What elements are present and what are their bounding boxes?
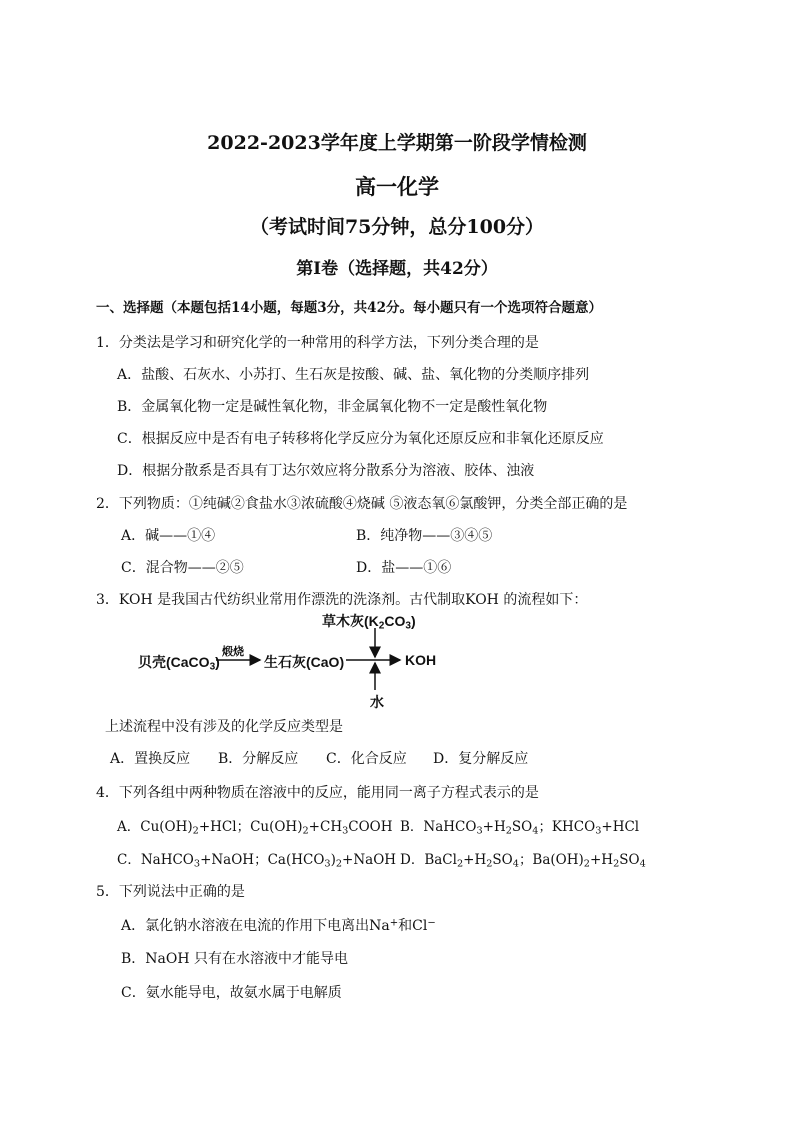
flow-lime-label: 生石灰(CaO): [264, 654, 345, 670]
flow-water-label: 水: [370, 694, 384, 710]
flow-product-label: KOH: [405, 652, 437, 668]
question-4-option-a: A．$Cu(OH)_2+HCl$；$Cu(OH)_2+CH_3COOH$: [117, 819, 393, 837]
question-1-stem: 1．分类法是学习和研究化学的一种常用的科学方法，下列分类合理的是: [96, 335, 539, 351]
question-3-stem: 3．KOH 是我国古代纺织业常用作漂洗的洗涤剂。古代制取KOH 的流程如下：: [96, 592, 588, 608]
question-4-stem: 4．下列各组中两种物质在溶液中的反应，能用同一离子方程式表示的是: [96, 785, 539, 801]
question-3-option-c: C．化合反应: [326, 751, 407, 767]
exam-note: （考试时间75分钟，总分100分）: [249, 216, 545, 238]
question-1-option-a: A．盐酸、石灰水、小苏打、生石灰是按酸、碱、盐、氧化物的分类顺序排列: [117, 367, 590, 383]
question-4-option-c: C．NaHCO$_3$+NaOH；$Ca(HCO_3)_2+NaOH$: [117, 852, 397, 870]
question-1-option-b: B．金属氧化物一定是碱性氧化物，非金属氧化物不一定是酸性氧化物: [117, 399, 548, 415]
question-4-option-d: D．$BaCl_2+H_2SO_4$；$Ba(OH)_2+H_2SO_4$: [400, 852, 646, 870]
question-4-option-b: B．$NaHCO_3+H_2SO_4$；$KHCO_3+HCl$: [400, 819, 640, 837]
question-2-option-c: C．混合物——②⑤: [121, 560, 244, 576]
question-5-stem: 5．下列说法中正确的是: [96, 884, 245, 900]
section-heading: 一、选择题（本题包括14小题，每题3分，共42分。每小题只有一个选项符合题意）: [96, 300, 602, 316]
question-3-option-a: A．置换反应: [110, 751, 191, 767]
question-5-option-a: A．氯化钠水溶液在电流的作用下电离出Na+和Cl−: [121, 917, 436, 934]
volume-title: 第Ⅰ卷（选择题，共42分）: [296, 259, 498, 279]
question-1-option-d: D．根据分散系是否具有丁达尔效应将分散系分为溶液、胶体、浊液: [117, 463, 535, 479]
flow-calcine-label: 煅烧: [222, 646, 244, 658]
question-3-prompt: 上述流程中没有涉及的化学反应类型是: [105, 719, 343, 735]
flow-shell-label: 贝壳(CaCO$_3$): [138, 654, 220, 673]
question-1-option-c: C．根据反应中是否有电子转移将化学反应分为氧化还原反应和非氧化还原反应: [117, 431, 604, 447]
question-5-option-b: B．NaOH 只有在水溶液中才能导电: [121, 951, 349, 967]
question-2-option-d: D．盐——①⑥: [356, 560, 452, 576]
question-2-stem: 2．下列物质：①纯碱②食盐水③浓硫酸④烧碱 ⑤液态氧⑥氯酸钾，分类全部正确的是: [96, 496, 628, 512]
flow-ash-label: 草木灰$(K_2CO_3)$: [322, 613, 416, 632]
question-3-option-d: D．复分解反应: [433, 751, 529, 767]
exam-title: 2022-2023学年度上学期第一阶段学情检测: [207, 132, 587, 154]
question-2-option-a: A．碱——①④: [121, 528, 216, 544]
question-3-option-b: B．分解反应: [218, 751, 299, 767]
subject-title: 高一化学: [355, 174, 439, 199]
question-5-option-c: C．氨水能导电，故氨水属于电解质: [121, 985, 342, 1001]
question-2-option-b: B．纯净物——③④⑤: [356, 528, 493, 544]
